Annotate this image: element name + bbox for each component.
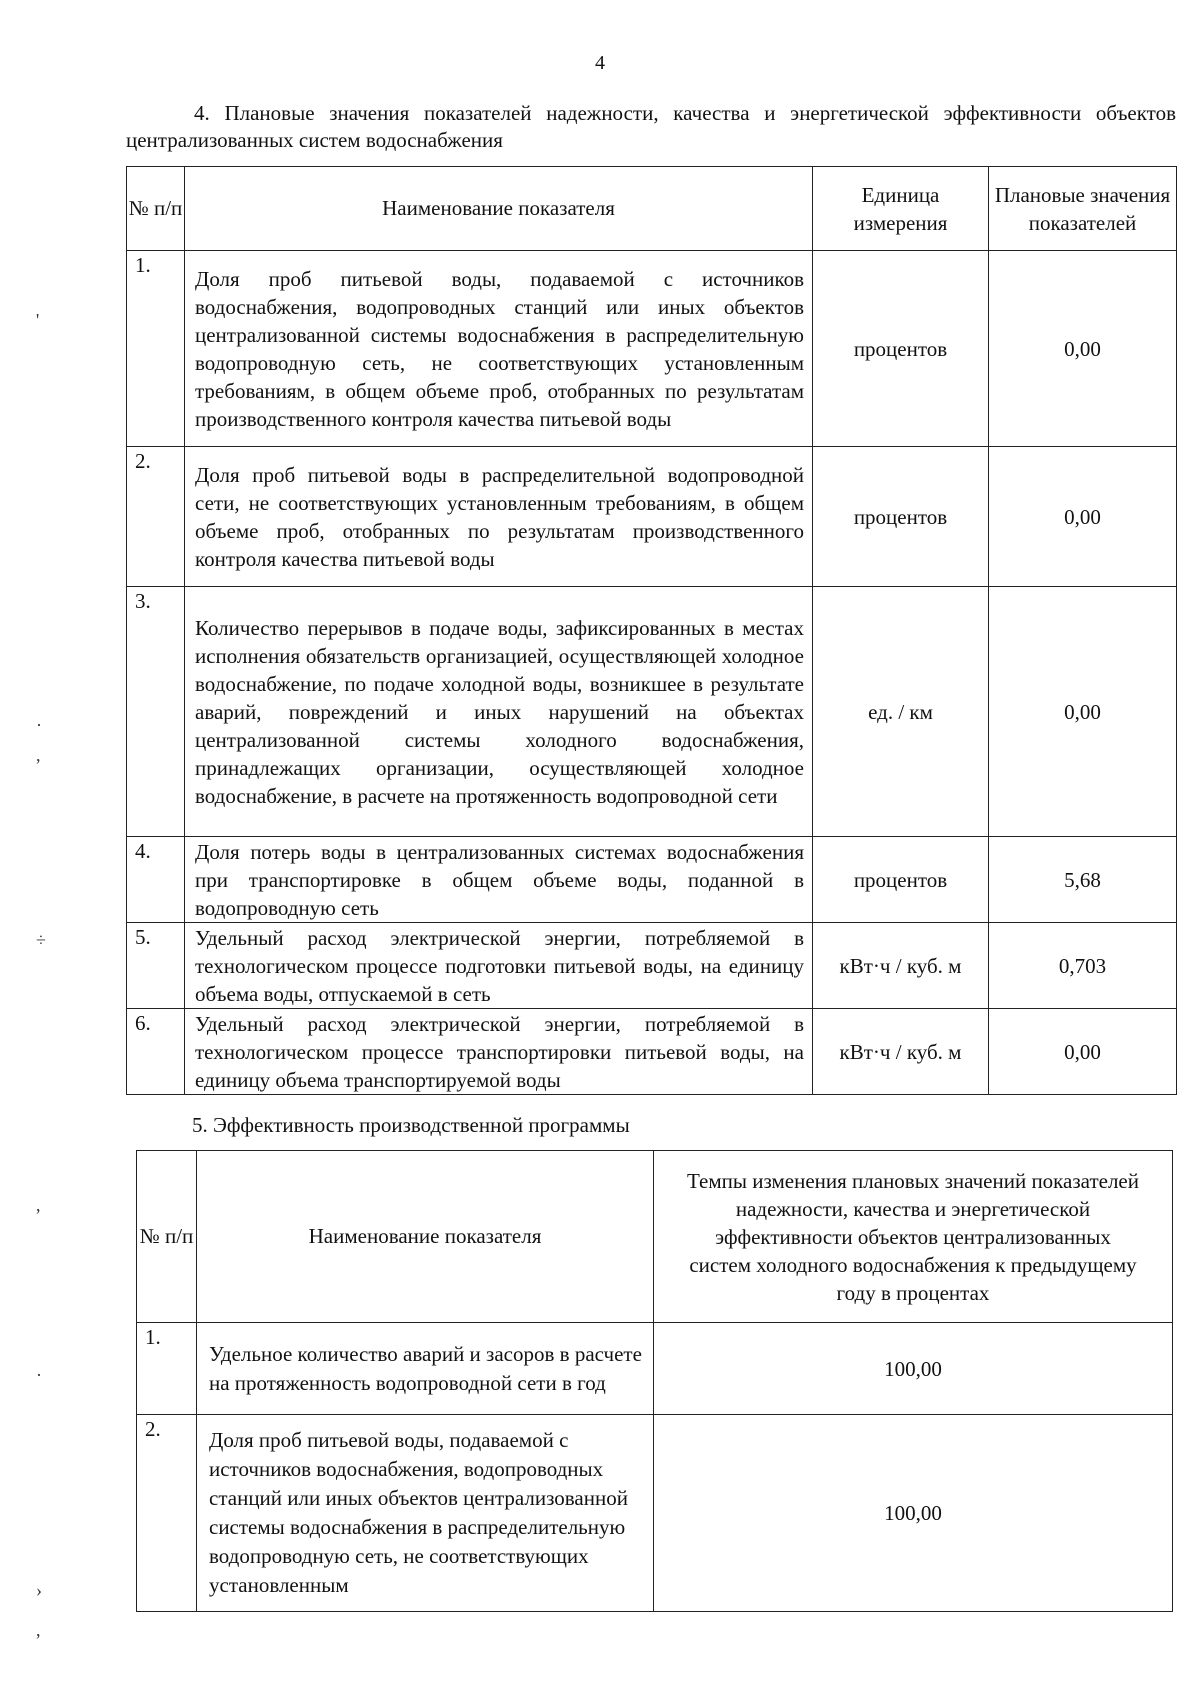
row-unit: ед. / км — [813, 587, 989, 837]
table-row — [137, 1415, 1173, 1612]
row-name: Количество перерывов в подаче воды, зафиксированных в местах исполнения обязательств организацией, осуществляющей холодное водоснабжение, по подаче холодной воды, возникшее в результате аварий, повреждений и иных нарушений на объектах централизованной системы холодного водоснабжения, принадлежащих организации, осуществляющей холодное водоснабжение, в расчете на протяженность водопроводной сети — [185, 587, 813, 837]
section-5-title: 5. Эффективность производственной программы — [192, 1113, 630, 1137]
row-num: 6. — [127, 1009, 185, 1095]
row-num: 4. — [127, 837, 185, 923]
row-num: 2. — [127, 447, 185, 587]
program-efficiency-table — [136, 1150, 1173, 1612]
row-num: 3. — [127, 587, 185, 837]
row-value: 0,00 — [989, 587, 1177, 837]
row-name: Удельное количество аварий и засоров в расчете на протяженность водопроводной сети в год — [197, 1323, 654, 1415]
scan-mark: ÷ — [36, 930, 46, 950]
row-unit: процентов — [813, 837, 989, 923]
row-unit: процентов — [813, 447, 989, 587]
scan-mark: › — [36, 1580, 42, 1600]
section-4-title: 4. Плановые значения показателей надежности, качества и энергетической эффективности объектов централизованных систем водоснабжения — [126, 101, 1176, 152]
scan-mark: , — [36, 745, 41, 765]
row-value: 0,703 — [989, 923, 1177, 1009]
scan-mark: · — [36, 715, 42, 735]
table-row — [137, 1323, 1173, 1415]
table-row — [127, 923, 1177, 1009]
row-name: Удельный расход электрической энергии, потребляемой в технологическом процессе транспортировки питьевой воды, на единицу объема транспортируемой воды — [185, 1009, 813, 1095]
row-name: Доля проб питьевой воды в распределительной водопроводной сети, не соответствующих установленным требованиям, в общем объеме проб, отобранных по результатам производственного контроля качества питьевой воды — [185, 447, 813, 587]
row-num: 1. — [137, 1323, 197, 1415]
header-num: № п/п — [127, 167, 185, 251]
row-value: 0,00 — [989, 251, 1177, 447]
table-row — [127, 837, 1177, 923]
row-unit: кВт·ч / куб. м — [813, 923, 989, 1009]
row-name: Доля проб питьевой воды, подаваемой с источников водоснабжения, водопроводных станций или иных объектов централизованной системы водоснабжения в распределительную водопроводную сеть, не соответствующих установленным — [197, 1415, 654, 1612]
row-name: Доля проб питьевой воды, подаваемой с источников водоснабжения, водопроводных станций или иных объектов централизованной системы водоснабжения в распределительную водопроводную сеть, не соответствующих установленным требованиям, в общем объеме проб, отобранных по результатам производственного контроля качества питьевой воды — [185, 251, 813, 447]
table-row — [127, 587, 1177, 837]
table-row — [127, 1009, 1177, 1095]
row-num: 2. — [137, 1415, 197, 1612]
header-name: Наименование показателя — [185, 167, 813, 251]
row-value: 5,68 — [989, 837, 1177, 923]
table-header-row — [137, 1151, 1173, 1323]
row-value: 0,00 — [989, 1009, 1177, 1095]
row-rate: 100,00 — [654, 1415, 1173, 1612]
header-unit: Единица измерения — [813, 167, 989, 251]
table-row — [127, 251, 1177, 447]
page-number: 4 — [595, 52, 605, 74]
scan-mark: ' — [36, 310, 40, 330]
reliability-indicators-table — [126, 166, 1177, 1095]
table-row — [127, 447, 1177, 587]
header-name: Наименование показателя — [197, 1151, 654, 1323]
header-value: Плановые значения показателей — [989, 167, 1177, 251]
row-unit: процентов — [813, 251, 989, 447]
header-rate: Темпы изменения плановых значений показателей надежности, качества и энергетической эффективности объектов централизованных систем холодного водоснабжения к предыдущему году в процентах — [654, 1151, 1173, 1323]
row-name: Доля потерь воды в централизованных системах водоснабжения при транспортировке в общем объеме воды, поданной в водопроводную сеть — [185, 837, 813, 923]
row-name: Удельный расход электрической энергии, потребляемой в технологическом процессе подготовки питьевой воды, на единицу объема воды, отпускаемой в сеть — [185, 923, 813, 1009]
row-unit: кВт·ч / куб. м — [813, 1009, 989, 1095]
scan-mark: , — [36, 1195, 41, 1215]
scan-mark: · — [36, 1365, 42, 1385]
row-num: 5. — [127, 923, 185, 1009]
scan-mark: , — [36, 1620, 41, 1640]
row-rate: 100,00 — [654, 1323, 1173, 1415]
table-header-row — [127, 167, 1177, 251]
header-num: № п/п — [137, 1151, 197, 1323]
row-value: 0,00 — [989, 447, 1177, 587]
row-num: 1. — [127, 251, 185, 447]
